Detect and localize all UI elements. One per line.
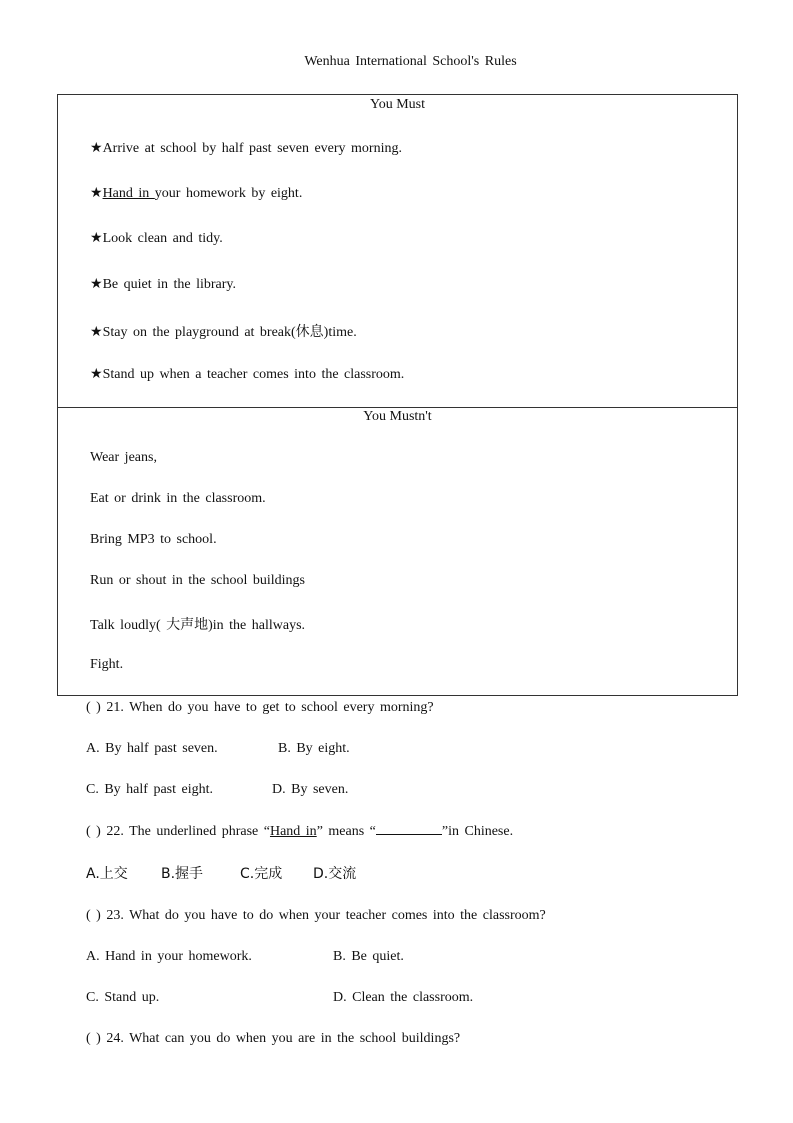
question-21: ( ) 21. When do you have to get to school every morning?	[86, 700, 434, 715]
mustnt-rule-1: Wear jeans,	[90, 450, 157, 465]
page-title: Wenhua International School's Rules	[304, 54, 517, 69]
underlined-phrase: Hand in	[269, 824, 317, 839]
star-icon: ★	[90, 141, 103, 156]
star-icon: ★	[90, 231, 103, 246]
must-rule-5: ★Stay on the playground at break(休息)time.	[90, 325, 357, 340]
mustnt-heading: You Mustn't	[363, 409, 432, 424]
mustnt-rule-2: Eat or drink in the classroom.	[90, 491, 266, 506]
q23-option-a: A. Hand in your homework.	[86, 949, 252, 964]
q23-option-d: D. Clean the classroom.	[333, 990, 474, 1005]
mustnt-rule-3: Bring MP3 to school.	[90, 532, 217, 547]
question-22: ( ) 22. The underlined phrase “Hand in” means “ ”in Chinese.	[86, 824, 514, 839]
q22-option-a: A.上交	[86, 866, 128, 882]
mustnt-rule-6: Fight.	[90, 657, 124, 672]
mustnt-rule-5: Talk loudly( 大声地)in the hallways.	[90, 618, 306, 633]
underlined-phrase: Hand in	[102, 186, 155, 201]
star-icon: ★	[90, 186, 103, 201]
q21-option-b: B. By eight.	[278, 741, 350, 756]
must-rule-6: ★Stand up when a teacher comes into the classroom.	[90, 367, 405, 382]
must-rule-2: ★Hand in your homework by eight.	[90, 186, 303, 201]
q22-option-c: C.完成	[240, 866, 283, 882]
must-rule-1: ★Arrive at school by half past seven every morning.	[90, 141, 402, 156]
must-rule-3: ★Look clean and tidy.	[90, 231, 223, 246]
must-rule-4: ★Be quiet in the library.	[90, 277, 237, 292]
question-24: ( ) 24. What can you do when you are in the school buildings?	[86, 1031, 461, 1046]
section-divider	[58, 407, 737, 408]
rules-table	[57, 94, 738, 696]
star-icon: ★	[90, 367, 103, 382]
q21-option-c: C. By half past eight.	[86, 782, 213, 797]
q21-option-d: D. By seven.	[272, 782, 349, 797]
answer-blank	[376, 822, 442, 835]
q23-option-c: C. Stand up.	[86, 990, 160, 1005]
must-heading: You Must	[370, 97, 425, 112]
star-icon: ★	[90, 325, 103, 340]
mustnt-rule-4: Run or shout in the school buildings	[90, 573, 305, 588]
q22-option-d: D.交流	[313, 866, 357, 882]
q21-option-a: A. By half past seven.	[86, 741, 218, 756]
star-icon: ★	[90, 277, 103, 292]
q23-option-b: B. Be quiet.	[333, 949, 404, 964]
question-23: ( ) 23. What do you have to do when your teacher comes into the classroom?	[86, 908, 546, 923]
q22-option-b: B.握手	[161, 866, 204, 882]
